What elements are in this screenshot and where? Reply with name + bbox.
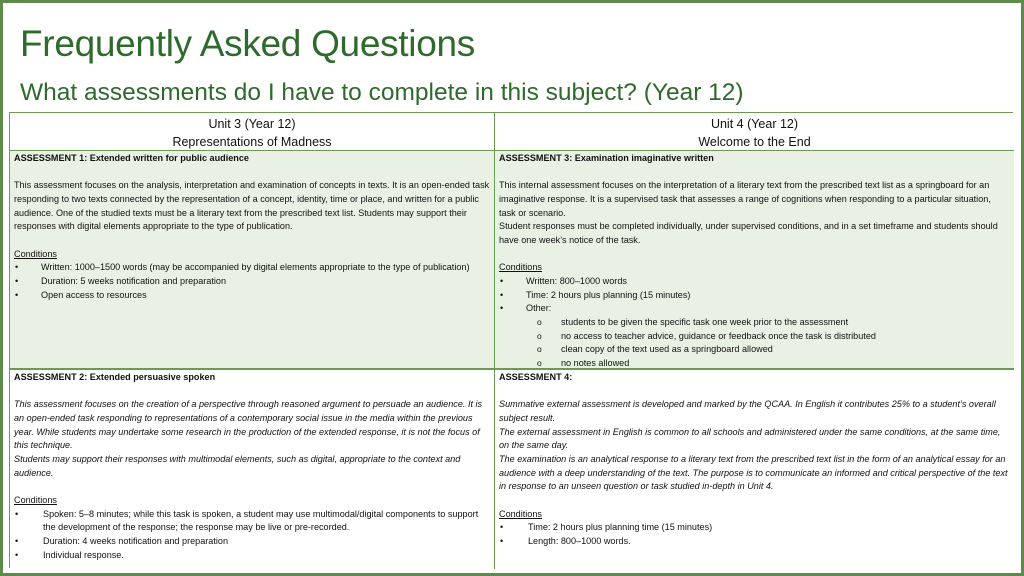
- assessment-3-other-list: [499, 316, 1010, 370]
- page-title: Frequently Asked Questions: [20, 23, 475, 64]
- assessment-4-conditions-list: [499, 521, 1010, 548]
- assessment-2-conditions-list: [14, 508, 490, 563]
- header-unit-4-unit: Unit 4 (Year 12): [710, 117, 799, 131]
- assessment-4-description-3: The examination is an analytical response to a literary text from the prescribed text list in the form of an analytical essay for an audience with a deep understanding of the text. The purpose is to communicate an informed and critical perspective of the text in response to an unseen question or task studied in-depth in Unit 4.: [499, 453, 1008, 492]
- list-item: • Duration: 5 weeks notification and preparation: [14, 275, 490, 289]
- assessment-3-conditions-list: [499, 275, 1010, 316]
- assessment-2-description: This assessment focuses on the creation of a perspective through reasoned argument to persuade an audience. It is an open-ended task responding to representations of a contemporary social issue in the media within the previous year. While students may undertake some research in the production of the extended response, it is not the focus of this technique.: [14, 399, 483, 451]
- assessment-4-heading: ASSESSMENT 4:: [499, 372, 573, 382]
- list-item: o students to be given the specific task one week prior to the assessment: [499, 316, 1010, 330]
- list-item: • Written: 800–1000 words: [499, 275, 1010, 289]
- page-subtitle: What assessments do I have to complete in this subject? (Year 12): [20, 79, 744, 106]
- assessment-4-description-2: The external assessment in English is common to all schools and administered under the same conditions, at the same time, on the same day.: [499, 426, 1001, 451]
- list-item: • Individual response.: [14, 549, 490, 563]
- assessment-3-description-2: Student responses must be completed individually, under supervised conditions, and in a set timeframe and students should have one week’s notice of the task.: [499, 221, 998, 245]
- assessment-2-description-2: Students may support their responses with multimodal elements, such as digital, appropriate to the context and audience.: [14, 453, 461, 478]
- list-item: • Time: 2 hours plus planning (15 minutes): [499, 289, 1010, 303]
- assessment-2-heading: ASSESSMENT 2: Extended persuasive spoken: [14, 372, 216, 382]
- list-item: • Written: 1000–1500 words (may be accompanied by digital elements appropriate to the type of publication): [14, 261, 490, 275]
- list-item: o no notes allowed: [499, 357, 1010, 370]
- assessment-1-heading: ASSESSMENT 1: Extended written for public audience: [14, 153, 249, 163]
- assessment-1-cell: [10, 151, 495, 370]
- assessment-1-description: This assessment focuses on the analysis, interpretation and examination of concepts in texts. It is an open-ended task responding to two texts connected by the representation of a concept, identity, time or place, and written for a public audience. One of the studied texts must be a literary text from the prescribed text list. Students may support their responses with digital elements appropriate to the type of publication.: [14, 180, 490, 232]
- assessment-3-heading: ASSESSMENT 3: Examination imaginative written: [499, 153, 714, 163]
- list-item: • Other:: [499, 302, 1010, 316]
- assessment-4-conditions-label: Conditions: [499, 508, 542, 519]
- assessment-1-conditions-list: [14, 261, 490, 302]
- header-unit-3-name: Representations of Madness: [172, 135, 332, 149]
- list-item: o clean copy of the text used as a springboard allowed: [499, 343, 1010, 357]
- list-item: • Time: 2 hours plus planning time (15 minutes): [499, 521, 1010, 535]
- assessment-3-cell: [495, 151, 1014, 370]
- assessment-table: [9, 112, 1013, 568]
- assessment-4-description: Summative external assessment is developed and marked by the QCAA. In English it contributes 25% to a student’s overall subject result.: [499, 399, 996, 423]
- list-item: • Open access to resources: [14, 289, 490, 303]
- assessment-4-cell: [495, 370, 1014, 569]
- assessment-2-cell: [10, 370, 495, 569]
- header-unit-3: [10, 113, 495, 151]
- assessment-3-description: This internal assessment focuses on the interpretation of a literary text from the prescribed text list as a springboard for an imaginative response. It is a supervised task that assesses a range of cognitions when responding to a particular situation, task or scenario.: [499, 180, 991, 218]
- list-item: • Spoken: 5–8 minutes; while this task is spoken, a student may use multimodal/digital components to support the development of the response; the response may be live or pre-recorded.: [14, 508, 490, 535]
- header-unit-4-name: Welcome to the End: [698, 135, 811, 149]
- header-unit-4: [495, 113, 1014, 151]
- assessment-1-conditions-label: Conditions: [14, 248, 57, 259]
- list-item: • Length: 800–1000 words.: [499, 535, 1010, 549]
- assessment-3-conditions-label: Conditions: [499, 262, 542, 273]
- assessment-2-conditions-label: Conditions: [14, 494, 57, 505]
- list-item: • Duration: 4 weeks notification and preparation: [14, 535, 490, 549]
- header-unit-3-unit: Unit 3 (Year 12): [208, 117, 296, 131]
- list-item: o no access to teacher advice, guidance or feedback once the task is distributed: [499, 330, 1010, 344]
